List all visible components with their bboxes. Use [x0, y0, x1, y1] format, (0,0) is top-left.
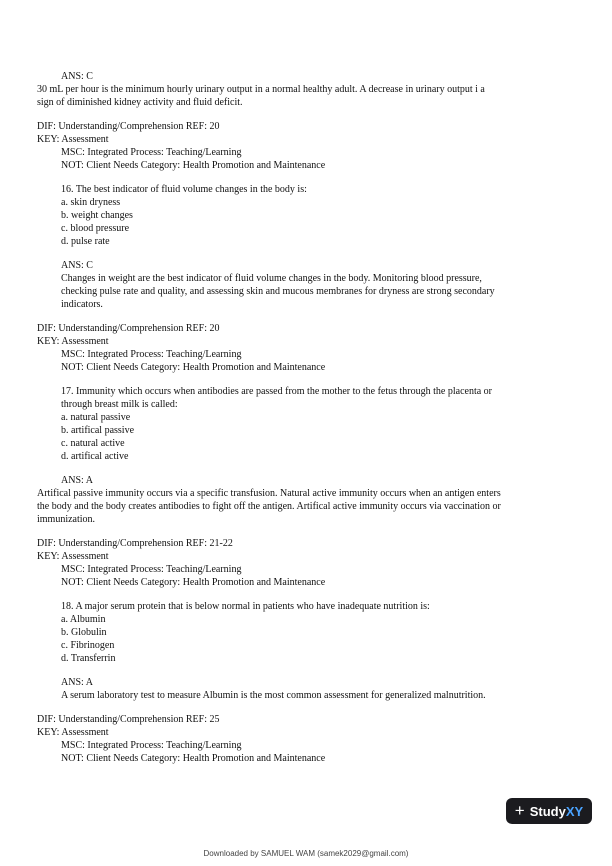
- question-16: 16. The best indicator of fluid volume changes in the body is:: [61, 184, 307, 195]
- rationale-line: sign of diminished kidney activity and fluid deficit.: [37, 97, 243, 108]
- dif-line: DIF: Understanding/Comprehension REF: 20: [37, 121, 220, 132]
- answer-line: ANS: A: [61, 475, 93, 486]
- option: d. artifical active: [61, 451, 129, 462]
- answer-line: ANS: C: [61, 260, 93, 271]
- msc-line: MSC: Integrated Process: Teaching/Learning: [61, 564, 242, 575]
- key-line: KEY: Assessment: [37, 551, 109, 562]
- option: a. Albumin: [61, 614, 106, 625]
- key-line: KEY: Assessment: [37, 134, 109, 145]
- option: b. weight changes: [61, 210, 133, 221]
- dif-line: DIF: Understanding/Comprehension REF: 25: [37, 714, 220, 725]
- rationale-line: Changes in weight are the best indicator of fluid volume changes in the body. Monitoring blood pressure,: [61, 273, 482, 284]
- rationale-line: Artifical passive immunity occurs via a specific transfusion. Natural active immunity occurs when an antigen enters: [37, 488, 501, 499]
- option: c. blood pressure: [61, 223, 130, 234]
- rationale-line: 30 mL per hour is the minimum hourly urinary output in a normal healthy adult. A decrease in urinary output i a: [37, 84, 485, 95]
- badge-text: [530, 804, 583, 819]
- not-line: NOT: Client Needs Category: Health Promotion and Maintenance: [61, 362, 326, 373]
- msc-line: MSC: Integrated Process: Teaching/Learning: [61, 740, 242, 751]
- download-footer: Downloaded by SAMUEL WAM (samek2029@gmail.com): [203, 849, 409, 858]
- option: b. artifical passive: [61, 425, 135, 436]
- answer-line: ANS: A: [61, 677, 93, 688]
- option: a. natural passive: [61, 412, 131, 423]
- option: d. Transferrin: [61, 653, 116, 664]
- msc-line: MSC: Integrated Process: Teaching/Learning: [61, 349, 242, 360]
- key-line: KEY: Assessment: [37, 727, 109, 738]
- rationale-line: immunization.: [37, 514, 96, 525]
- key-line: KEY: Assessment: [37, 336, 109, 347]
- not-line: NOT: Client Needs Category: Health Promotion and Maintenance: [61, 577, 326, 588]
- rationale-line: indicators.: [61, 299, 103, 310]
- plus-icon: +: [514, 801, 525, 820]
- option: c. natural active: [61, 438, 125, 449]
- dif-line: DIF: Understanding/Comprehension REF: 20: [37, 323, 220, 334]
- option: b. Globulin: [61, 627, 107, 638]
- answer-line: ANS: C: [61, 71, 93, 82]
- option: c. Fibrinogen: [61, 640, 115, 651]
- option: d. pulse rate: [61, 236, 110, 247]
- rationale-line: the body and the body creates antibodies to fight off the antigen. Artifical active immunity occurs via vaccination or: [37, 501, 501, 512]
- not-line: NOT: Client Needs Category: Health Promotion and Maintenance: [61, 160, 326, 171]
- msc-line: MSC: Integrated Process: Teaching/Learning: [61, 147, 242, 158]
- question-18: 18. A major serum protein that is below normal in patients who have inadequate nutrition is:: [61, 601, 430, 612]
- not-line: NOT: Client Needs Category: Health Promotion and Maintenance: [61, 753, 326, 764]
- brand-suffix: XY: [565, 803, 584, 819]
- question-17-cont: through breast milk is called:: [61, 399, 178, 410]
- question-17: 17. Immunity which occurs when antibodies are passed from the mother to the fetus through the placenta or: [61, 386, 492, 397]
- rationale-line: A serum laboratory test to measure Albumin is the most common assessment for generalized malnutrition.: [61, 690, 486, 701]
- studyxy-badge[interactable]: [506, 798, 592, 824]
- rationale-line: checking pulse rate and quality, and assessing skin and mucous membranes for dryness are strong secondary: [61, 286, 495, 297]
- dif-line: DIF: Understanding/Comprehension REF: 21-22: [37, 538, 233, 549]
- brand-name: Study: [529, 803, 566, 819]
- option: a. skin dryness: [61, 197, 121, 208]
